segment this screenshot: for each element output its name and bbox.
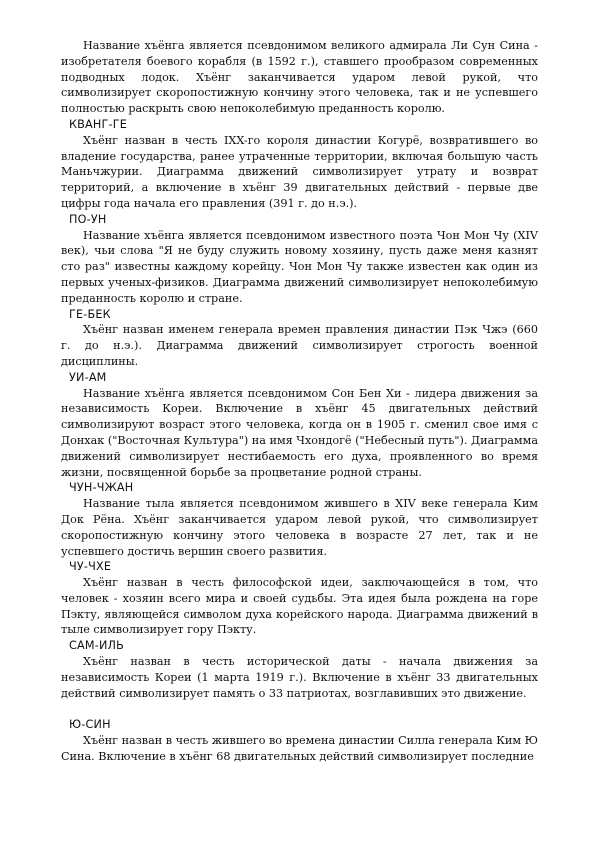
paragraph-chu-chhe: Хъёнг назван в честь философской идеи, заключающейся в том, что человек - хозяин всего мира и своей судьбы. Эта идея была рождена на горе Пэкту, являющейся символом духа корейского народа. Диаграмма движений в тыле символизирует гору Пэкту. [61,576,538,637]
paragraph-kwang-ge: Хъёнг назван в честь IXX-го короля династии Когурё, возвратившего во владение государства, ранее утраченные территории, включая большую часть Маньчжурии. Диаграмма движений символизирует утрату и возврат территорий, а включение в хъёнг 39 двигательных действий - первые две цифры года начала его правления (391 г. до н.э.). [61,133,538,210]
paragraph-ge-bek: Хъёнг назван именем генерала времен правления династии Пэк Чжэ (660 г. до н.э.). Диаграмма движений символизирует строгость военной дисциплины. [61,323,538,368]
paragraph-yu-sin: Хъёнг назван в честь жившего во времена династии Силла генерала Ким Ю Сина. Включение в хъёнг 68 двигательных действий символизирует последние [61,734,538,764]
heading-ge-bek: ГЕ-БЕК [69,307,111,321]
paragraph-po-un: Название хъёнга является псевдонимом известного поэта Чон Мон Чу (XIV век), чьи слова "Я не буду служить новому хозяину, пусть даже меня казнят сто раз" известны каждому корейцу. Чон Мон Чу также известен как один из первых ученых-физиков. Диаграмма движений символизирует непоколебимую преданность королю и стране. [61,228,538,305]
heading-chun-chzhan: ЧУН-ЧЖАН [69,481,134,495]
document-page [61,38,538,765]
heading-chu-chhe: ЧУ-ЧХЕ [69,560,112,574]
heading-ui-am: УИ-АМ [69,370,107,384]
paragraph-intro: Название хъёнга является псевдонимом великого адмирала Ли Сун Сина - изобретателя боевого корабля (в 1592 г.), ставшего прообразом современных подводных лодок. Хъёнг заканчивается ударом левой рукой, что символизирует скоропостижную кончину этого человека, так и не успевшего полностью раскрыть свою непоколебимую преданность королю. [61,39,538,116]
heading-kwang-ge: КВАНГ-ГЕ [69,117,128,131]
paragraph-sam-il: Хъёнг назван в честь исторической даты - начала движения за независимость Кореи (1 марта 1919 г.). Включение в хъёнг 33 двигательных действий символизирует память о 33 патриотах, возглавивших это движение. [61,655,538,700]
heading-yu-sin: Ю-СИН [69,718,111,732]
paragraph-ui-am: Название хъёнга является псевдонимом Сон Бен Хи - лидера движения за независимость Кореи. Включение в хъёнг 45 двигательных действий символизируют возраст этого человека, когда он в 1905 г. сменил свое имя с Донхак ("Восточная Культура") на имя Чхондогё ("Небесный путь"). Диаграмма движений символизирует нестибаемость его духа, проявленного во время жизни, посвященной борьбе за процветание родной страны. [61,386,538,479]
heading-sam-il: САМ-ИЛЬ [69,639,125,653]
heading-po-un: ПО-УН [69,212,107,226]
paragraph-chun-chzhan: Название тыла является псевдонимом жившего в XIV веке генерала Ким Док Рёна. Хъёнг заканчивается ударом левой рукой, что символизирует скоропостижную кончину этого человека в возрасте 27 лет, так и не успевшего достичь вершин своего развития. [61,497,538,558]
